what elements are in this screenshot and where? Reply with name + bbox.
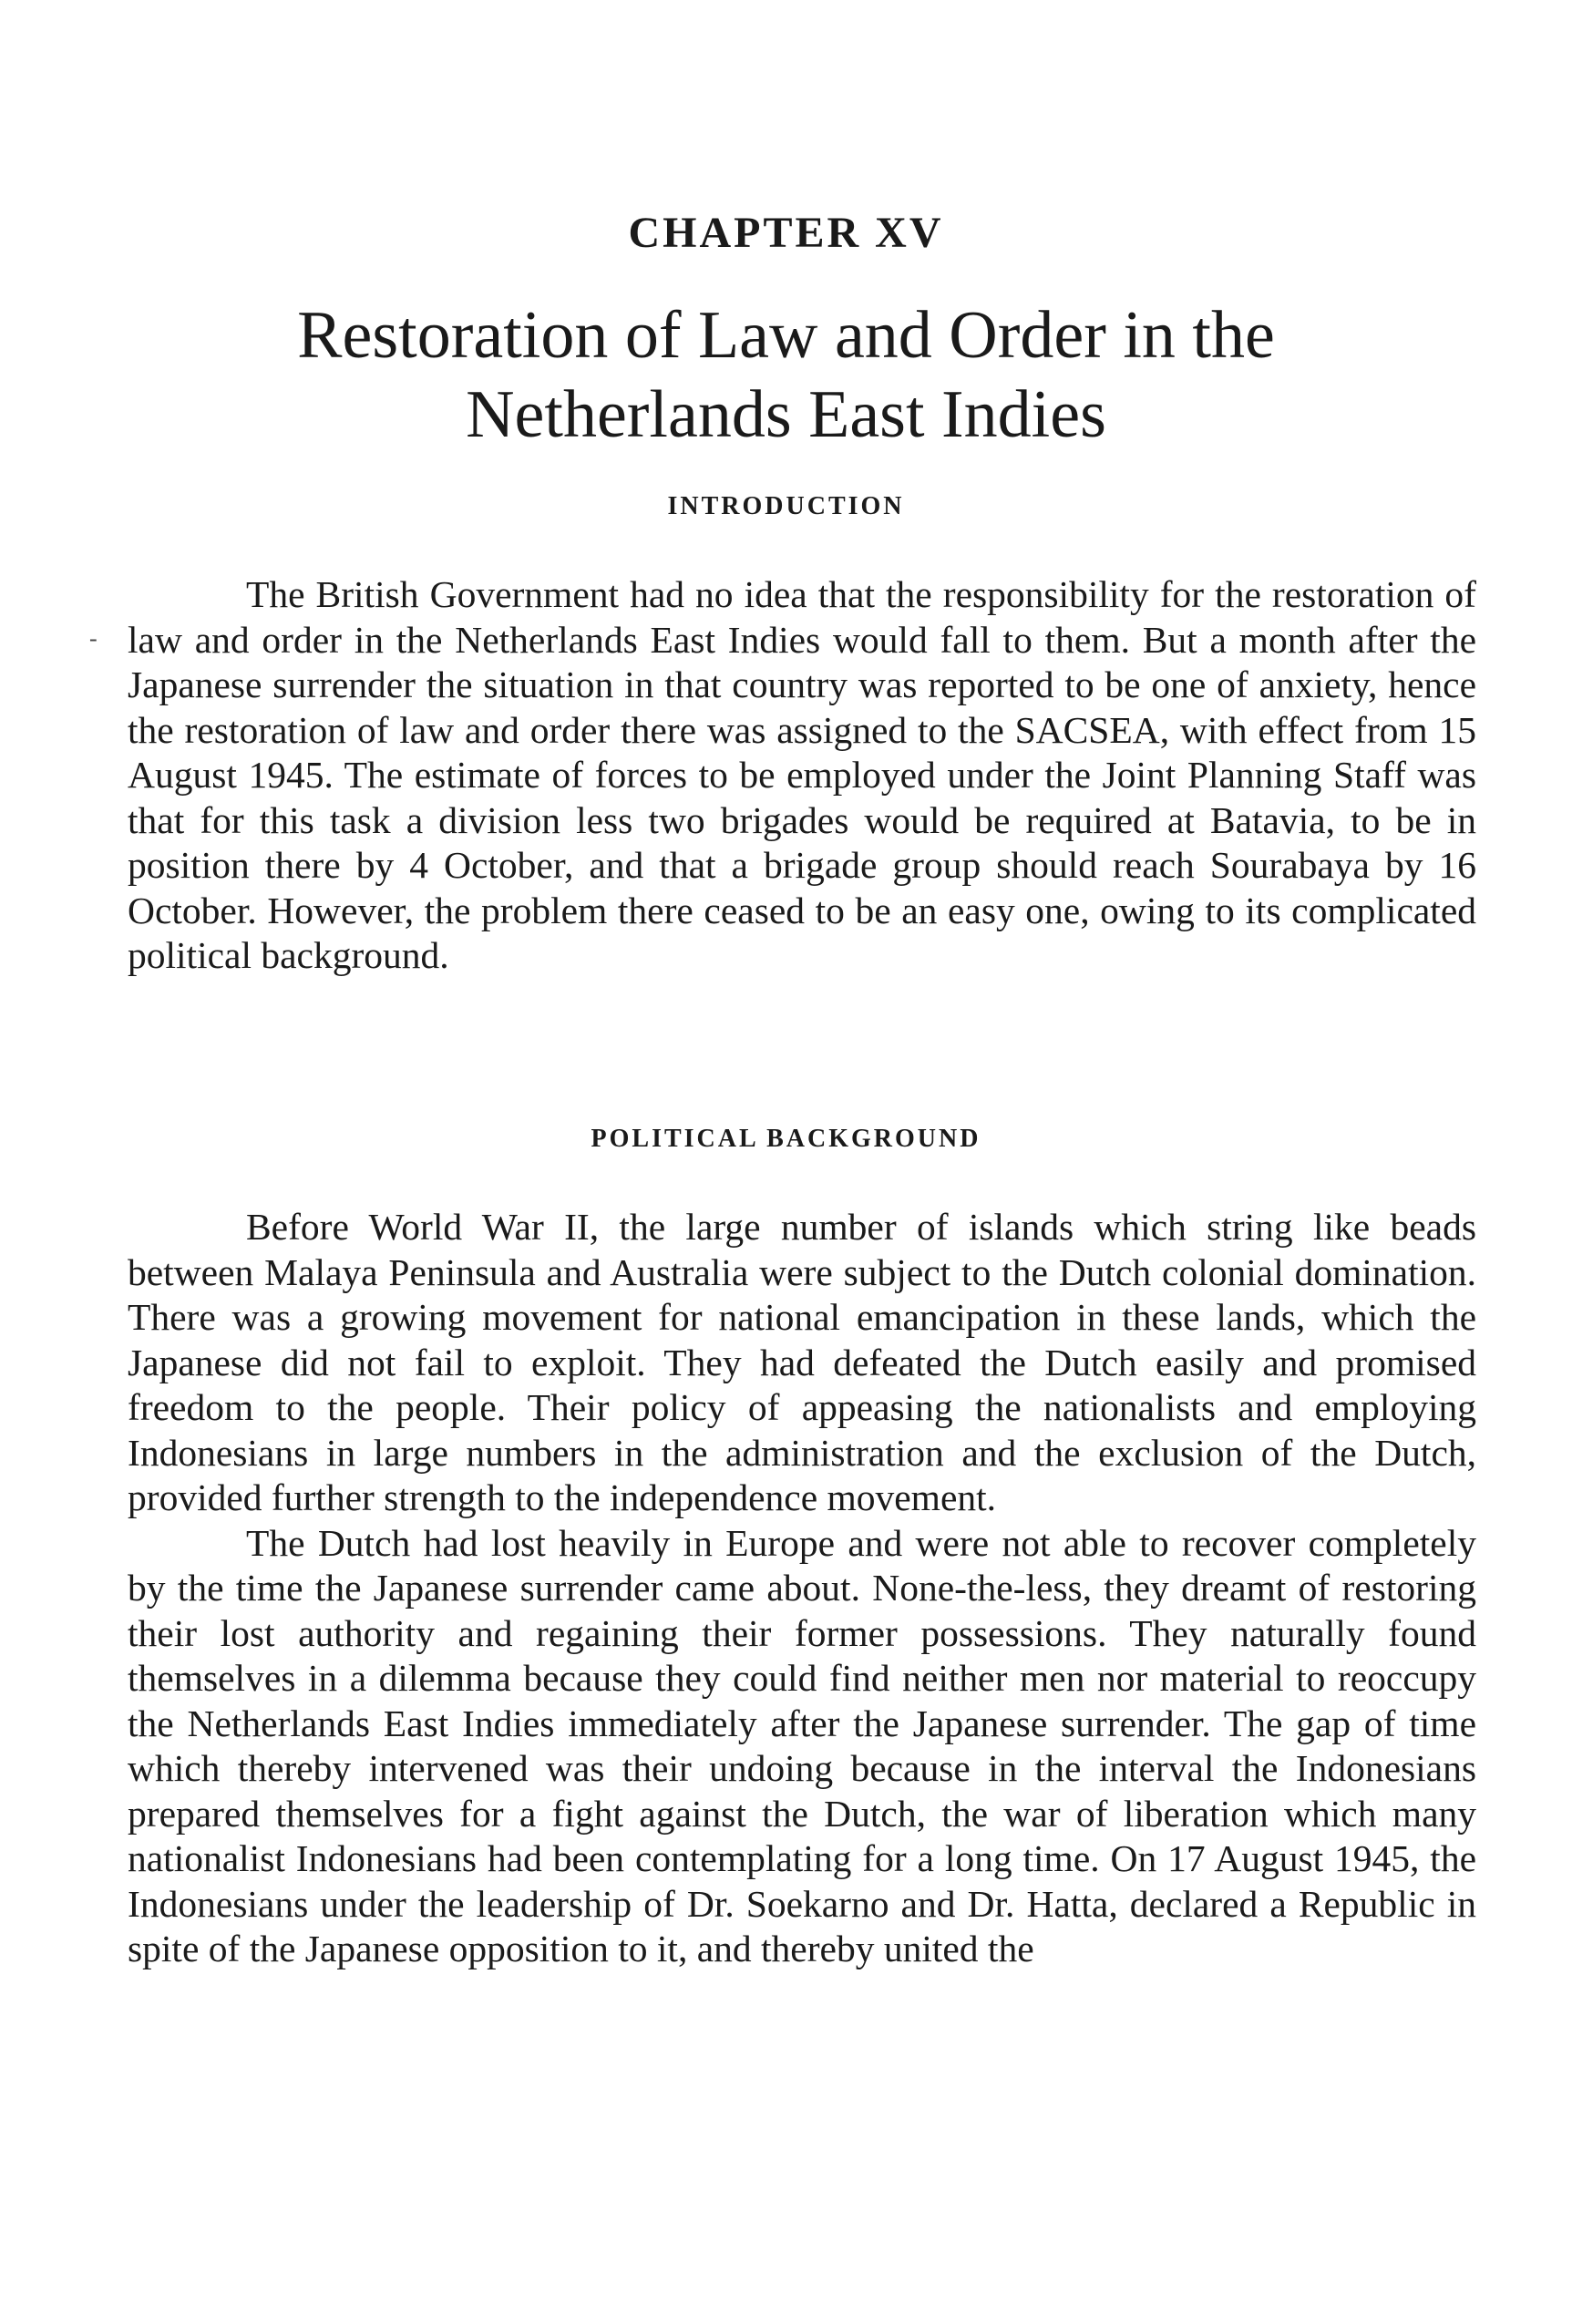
section-heading-introduction: INTRODUCTION xyxy=(667,492,905,520)
chapter-title xyxy=(0,296,1572,455)
chapter-title-line-1: Restoration of Law and Order in the xyxy=(297,298,1275,373)
introduction-body xyxy=(128,572,1476,979)
section-heading-political-background: POLITICAL BACKGROUND xyxy=(591,1125,981,1153)
margin-pencil-mark: - xyxy=(89,625,98,652)
chapter-label: CHAPTER XV xyxy=(628,209,944,257)
paragraph: The British Government had no idea that the responsibility for the restoration of law and order in the Netherlands East Indies would fall to them. But a month after the Japanese surrender the situation in that country was reported to be one of anxiety, hence the restoration of law and order there was assigned to the SACSEA, with effect from 15 August 1945. The estimate of forces to be employed under the Joint Planning Staff was that for this task a division less two brigades would be required at Batavia, to be in position there by 4 October, and that a brigade group should reach Sourabaya by 16 October. However, the problem there ceased to be an easy one, owing to its complicated political background. xyxy=(128,573,1476,976)
chapter-title-line-2: Netherlands East Indies xyxy=(466,377,1106,452)
paragraph: Before World War II, the large number of islands which string like beads between Malaya Peninsula and Australia were subject to the Dutch colonial domination. There was a growing movement for national emancipation in these lands, which the Japanese did not fail to exploit. They had defeated the Dutch easily and promised freedom to the people. Their policy of appeasing the nationalists and employing Indonesians in large numbers in the administration and the exclusion of the Dutch, provided further strength to the independence movement. xyxy=(128,1206,1476,1518)
paragraph: The Dutch had lost heavily in Europe and were not able to recover completely by the time the Japanese surrender came about. None-the-less, they dreamt of restoring their lost authority and regaining their former possessions. They naturally found themselves in a dilemma because they could find neither men nor material to reoccupy the Netherlands East Indies immediately after the Japanese surrender. The gap of time which thereby intervened was their undoing because in the interval the Indonesians prepared themselves for a fight against the Dutch, the war of liberation which many nationalist Indonesians had been contemplating for a long time. On 17 August 1945, the Indonesians under the leadership of Dr. Soekarno and Dr. Hatta, declared a Republic in spite of the Japanese opposition to it, and thereby united the xyxy=(128,1521,1476,1969)
political-background-body xyxy=(128,1205,1476,1972)
